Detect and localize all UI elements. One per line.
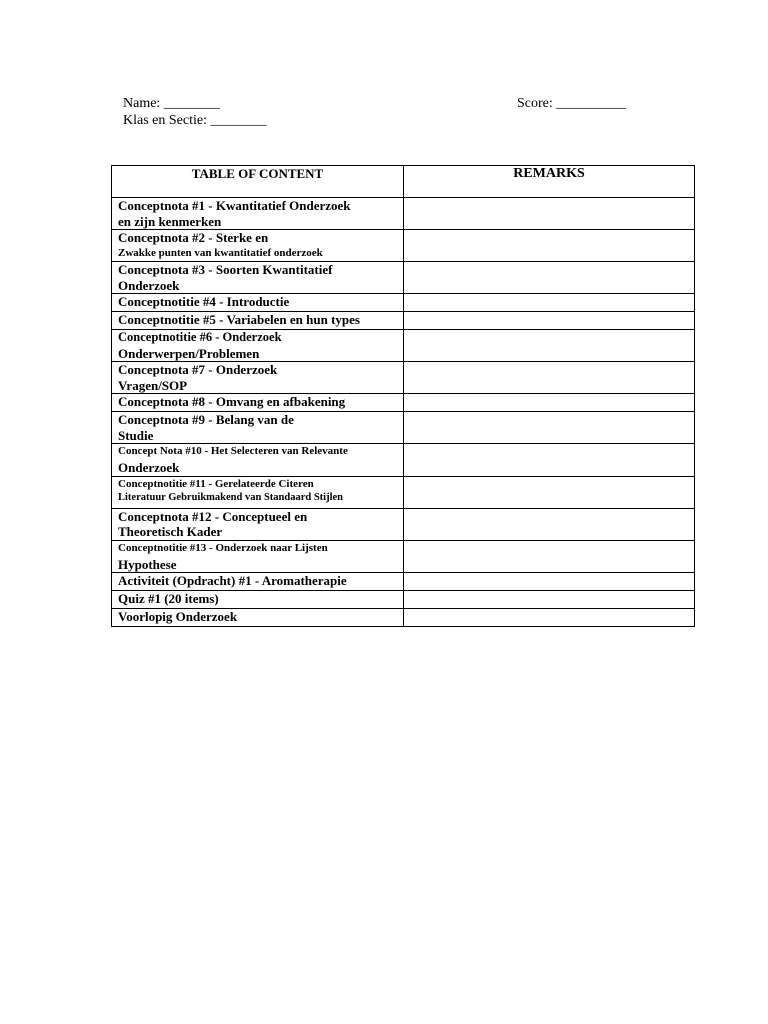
remarks-cell [404, 573, 695, 591]
table-row [112, 476, 695, 508]
toc-entry-line1: Quiz #1 (20 items) [118, 591, 219, 606]
toc-entry-line2: Onderwerpen/Problemen [118, 345, 260, 361]
remarks-cell [404, 508, 695, 540]
table-row [112, 262, 695, 294]
toc-cell [112, 573, 404, 591]
toc-entry-line2: Theoretisch Kader [118, 524, 223, 539]
remarks-cell [404, 476, 695, 508]
remarks-cell [404, 230, 695, 262]
toc-entry-line1: Conceptnotitie #11 - Gerelateerde Citeren [118, 477, 314, 490]
toc-entry-line1: Conceptnotitie #13 - Onderzoek naar Lijsten [118, 541, 328, 554]
toc-entry-line1: Conceptnota #9 - Belang van de [118, 412, 294, 427]
toc-cell [112, 198, 404, 230]
table-of-content [111, 165, 695, 627]
toc-entry-line1: Conceptnota #8 - Omvang en afbakening [118, 394, 346, 409]
toc-entry-line1: Conceptnotitie #4 - Introductie [118, 294, 290, 309]
remarks-cell [404, 540, 695, 573]
remarks-cell [404, 591, 695, 609]
remarks-cell [404, 198, 695, 230]
remarks-cell [404, 412, 695, 444]
table-row [112, 573, 695, 591]
toc-cell [112, 330, 404, 362]
toc-cell [112, 609, 404, 627]
toc-entry-line1: Conceptnota #2 - Sterke en [118, 230, 269, 245]
remarks-cell [404, 444, 695, 477]
toc-entry-line2: Onderzoek [118, 460, 180, 475]
toc-cell [112, 412, 404, 444]
table-header-row [112, 166, 695, 198]
table-row [112, 540, 695, 573]
table-row [112, 312, 695, 330]
toc-entry-line1: Activiteit (Opdracht) #1 - Aromatherapie [118, 573, 347, 588]
toc-entry-line1: Conceptnota #12 - Conceptueel en [118, 508, 308, 524]
table-row [112, 609, 695, 627]
toc-entry-line2: Hypothese [118, 556, 177, 572]
name-field: Name: ________ [123, 96, 220, 111]
table-row [112, 294, 695, 312]
toc-entry-line1: Voorlopig Onderzoek [118, 609, 238, 624]
toc-entry-line1: Conceptnota #1 - Kwantitatief Onderzoek [118, 198, 351, 213]
table-row [112, 394, 695, 412]
remarks-cell [404, 609, 695, 627]
toc-cell [112, 540, 404, 573]
toc-cell [112, 262, 404, 294]
toc-cell [112, 444, 404, 477]
toc-entry-line2: Literatuur Gebruikmakend van Standaard Stijlen [118, 491, 344, 503]
table-row [112, 362, 695, 394]
table-row [112, 591, 695, 609]
remarks-cell [404, 362, 695, 394]
toc-entry-line1: Conceptnota #7 - Onderzoek [118, 362, 278, 377]
remarks-cell [404, 262, 695, 294]
toc-cell [112, 394, 404, 412]
remarks-cell [404, 312, 695, 330]
toc-entry-line2: Onderzoek [118, 277, 180, 293]
score-field: Score: __________ [517, 96, 627, 111]
toc-cell [112, 508, 404, 540]
toc-entry-line1: Conceptnotitie #5 - Variabelen en hun types [118, 312, 360, 327]
toc-cell [112, 230, 404, 262]
class-section-field: Klas en Sectie: ________ [123, 113, 267, 128]
toc-entry-line2: en zijn kenmerken [118, 213, 222, 229]
remarks-cell [404, 330, 695, 362]
table-row [112, 508, 695, 540]
toc-entry-line1: Conceptnotitie #6 - Onderzoek [118, 330, 282, 344]
table-row [112, 330, 695, 362]
toc-cell [112, 312, 404, 330]
toc-cell [112, 294, 404, 312]
table-row [112, 198, 695, 230]
toc-cell [112, 591, 404, 609]
toc-entry-line2: Studie [118, 427, 154, 443]
toc-entry-line1: Concept Nota #10 - Het Selecteren van Relevante [118, 445, 348, 457]
table-row [112, 412, 695, 444]
table-row [112, 444, 695, 477]
toc-entry-line2: Vragen/SOP [118, 377, 188, 393]
toc-entry-line2: Zwakke punten van kwantitatief onderzoek [118, 246, 323, 259]
toc-column-header: TABLE OF CONTENT [112, 166, 404, 198]
toc-cell [112, 476, 404, 508]
remarks-cell [404, 294, 695, 312]
remarks-cell [404, 394, 695, 412]
table-row [112, 230, 695, 262]
toc-entry-line1: Conceptnota #3 - Soorten Kwantitatief [118, 262, 333, 277]
toc-cell [112, 362, 404, 394]
remarks-column-header: REMARKS [404, 166, 695, 198]
